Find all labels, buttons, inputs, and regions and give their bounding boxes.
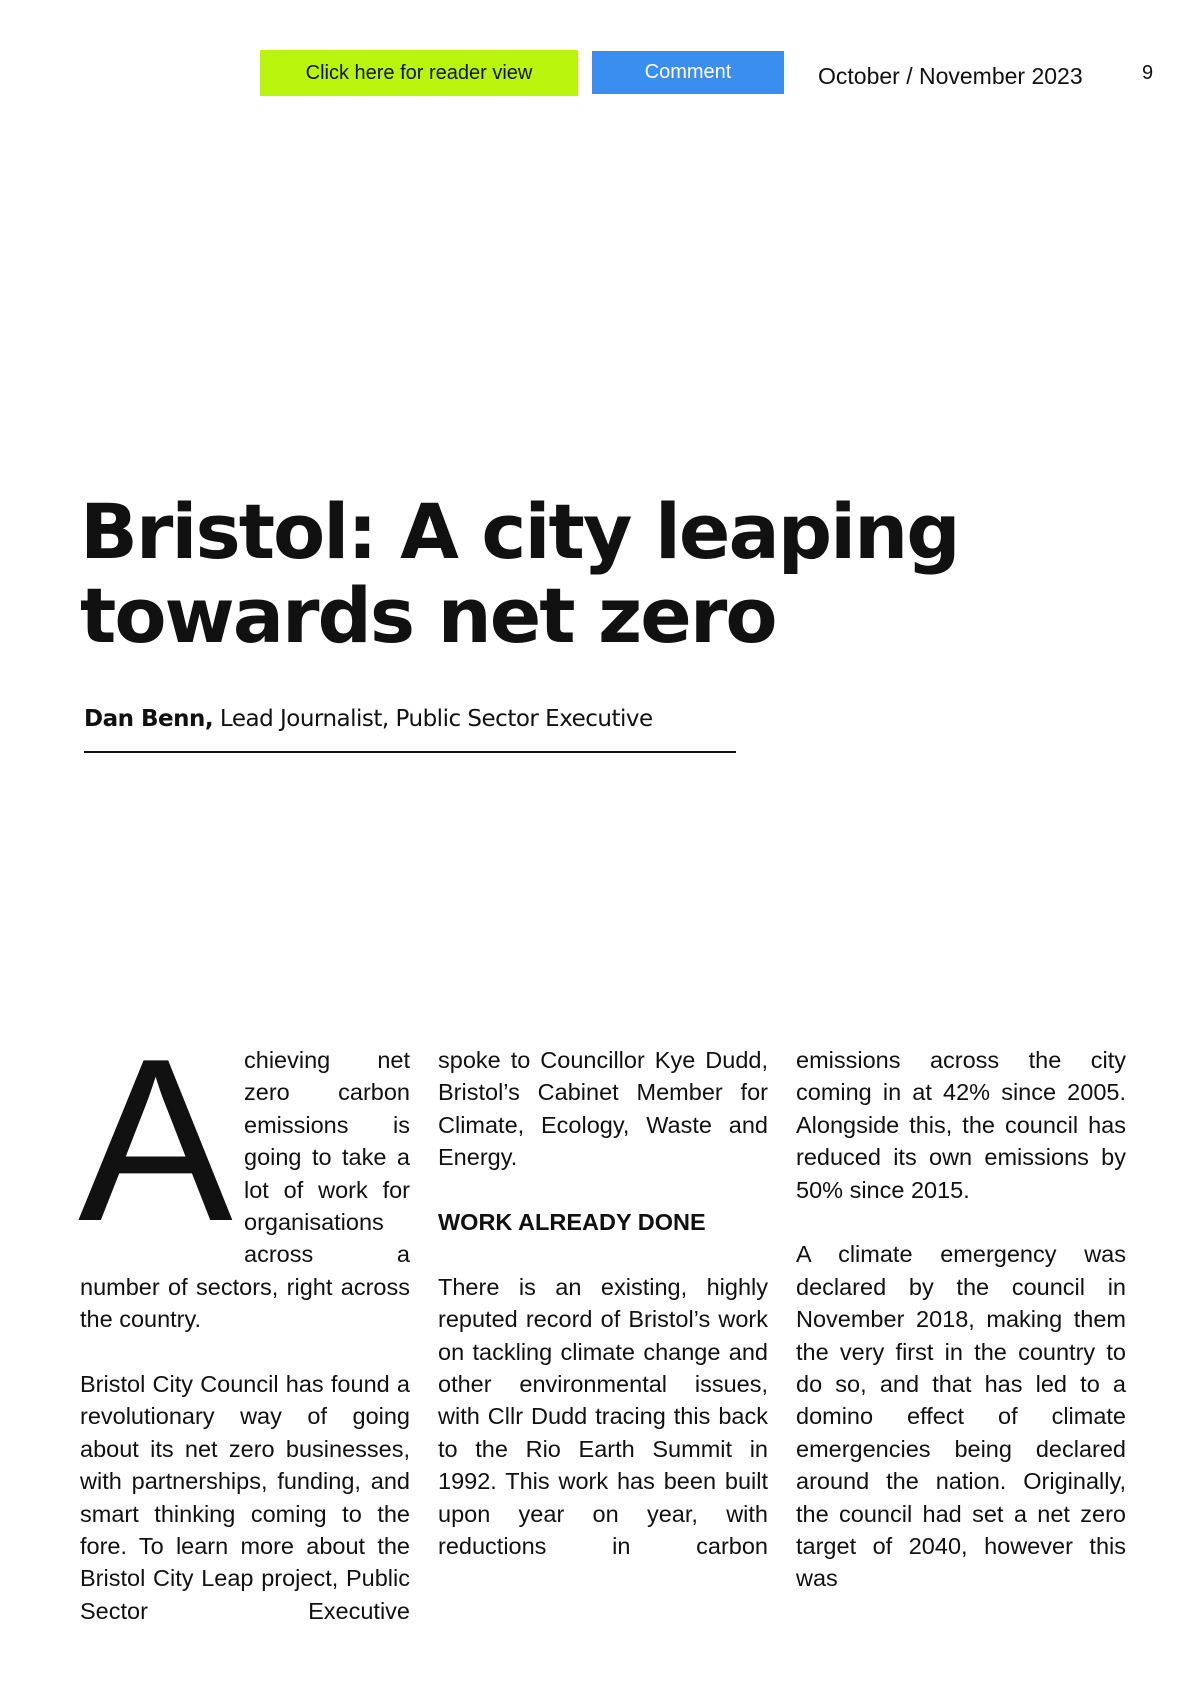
article-column-1: [78, 1011, 410, 1660]
article-column-3: [796, 1044, 1126, 1627]
article-paragraph-2-part-2: spoke to Councillor Kye Dudd, Bristol’s Cabinet Member for Climate, Ecology, Waste and Energy.: [438, 1047, 768, 1171]
drop-cap: A: [78, 1011, 233, 1270]
article-paragraph-1: chieving net zero carbon emissions is going to take a lot of work for organisations across a number of sectors, right across the country.: [80, 1047, 410, 1333]
byline-divider: [84, 751, 736, 753]
issue-date: October / November 2023: [818, 63, 1083, 89]
comment-button[interactable]: Comment: [592, 51, 784, 94]
reader-view-button[interactable]: Click here for reader view: [260, 50, 578, 96]
article-title-line-1: Bristol: A city leaping: [80, 487, 959, 576]
article-paragraph-4: A climate emergency was declared by the council in November 2018, making them the very first in the country to do so, and that has led to a domino effect of climate emergencies being declared around the nation. Originally, the council had set a net zero target of 2040, however this was: [796, 1241, 1126, 1592]
article-title-line-2: towards net zero: [80, 571, 776, 660]
article-paragraph-3-part-1: There is an existing, highly reputed record of Bristol’s work on tackling climate change and other environmental issues, with Cllr Dudd tracing this back to the Rio Earth Summit in 1992. This work has been built upon year on year, with reductions in carbon: [438, 1273, 768, 1560]
author-name: Dan Benn,: [84, 706, 214, 732]
article-para-1-block: [78, 1011, 410, 1336]
article-paragraph-2-part-1: Bristol City Council has found a revolutionary way of going about its net zero businesses, with partnerships, funding, and smart thinking coming to the fore. To learn more about the Bristol City Leap project, Public Sector Executive: [80, 1371, 410, 1624]
article-title: [80, 487, 1080, 660]
page-number: 9: [1142, 62, 1154, 84]
section-heading: WORK ALREADY DONE: [438, 1209, 706, 1236]
byline: [84, 706, 653, 732]
article-column-2: [438, 1044, 768, 1595]
author-role: Lead Journalist, Public Sector Executive: [213, 706, 653, 732]
article-paragraph-3-part-2: emissions across the city coming in at 42% since 2005. Alongside this, the council has reduced its own emissions by 50% since 2015.: [796, 1047, 1126, 1203]
